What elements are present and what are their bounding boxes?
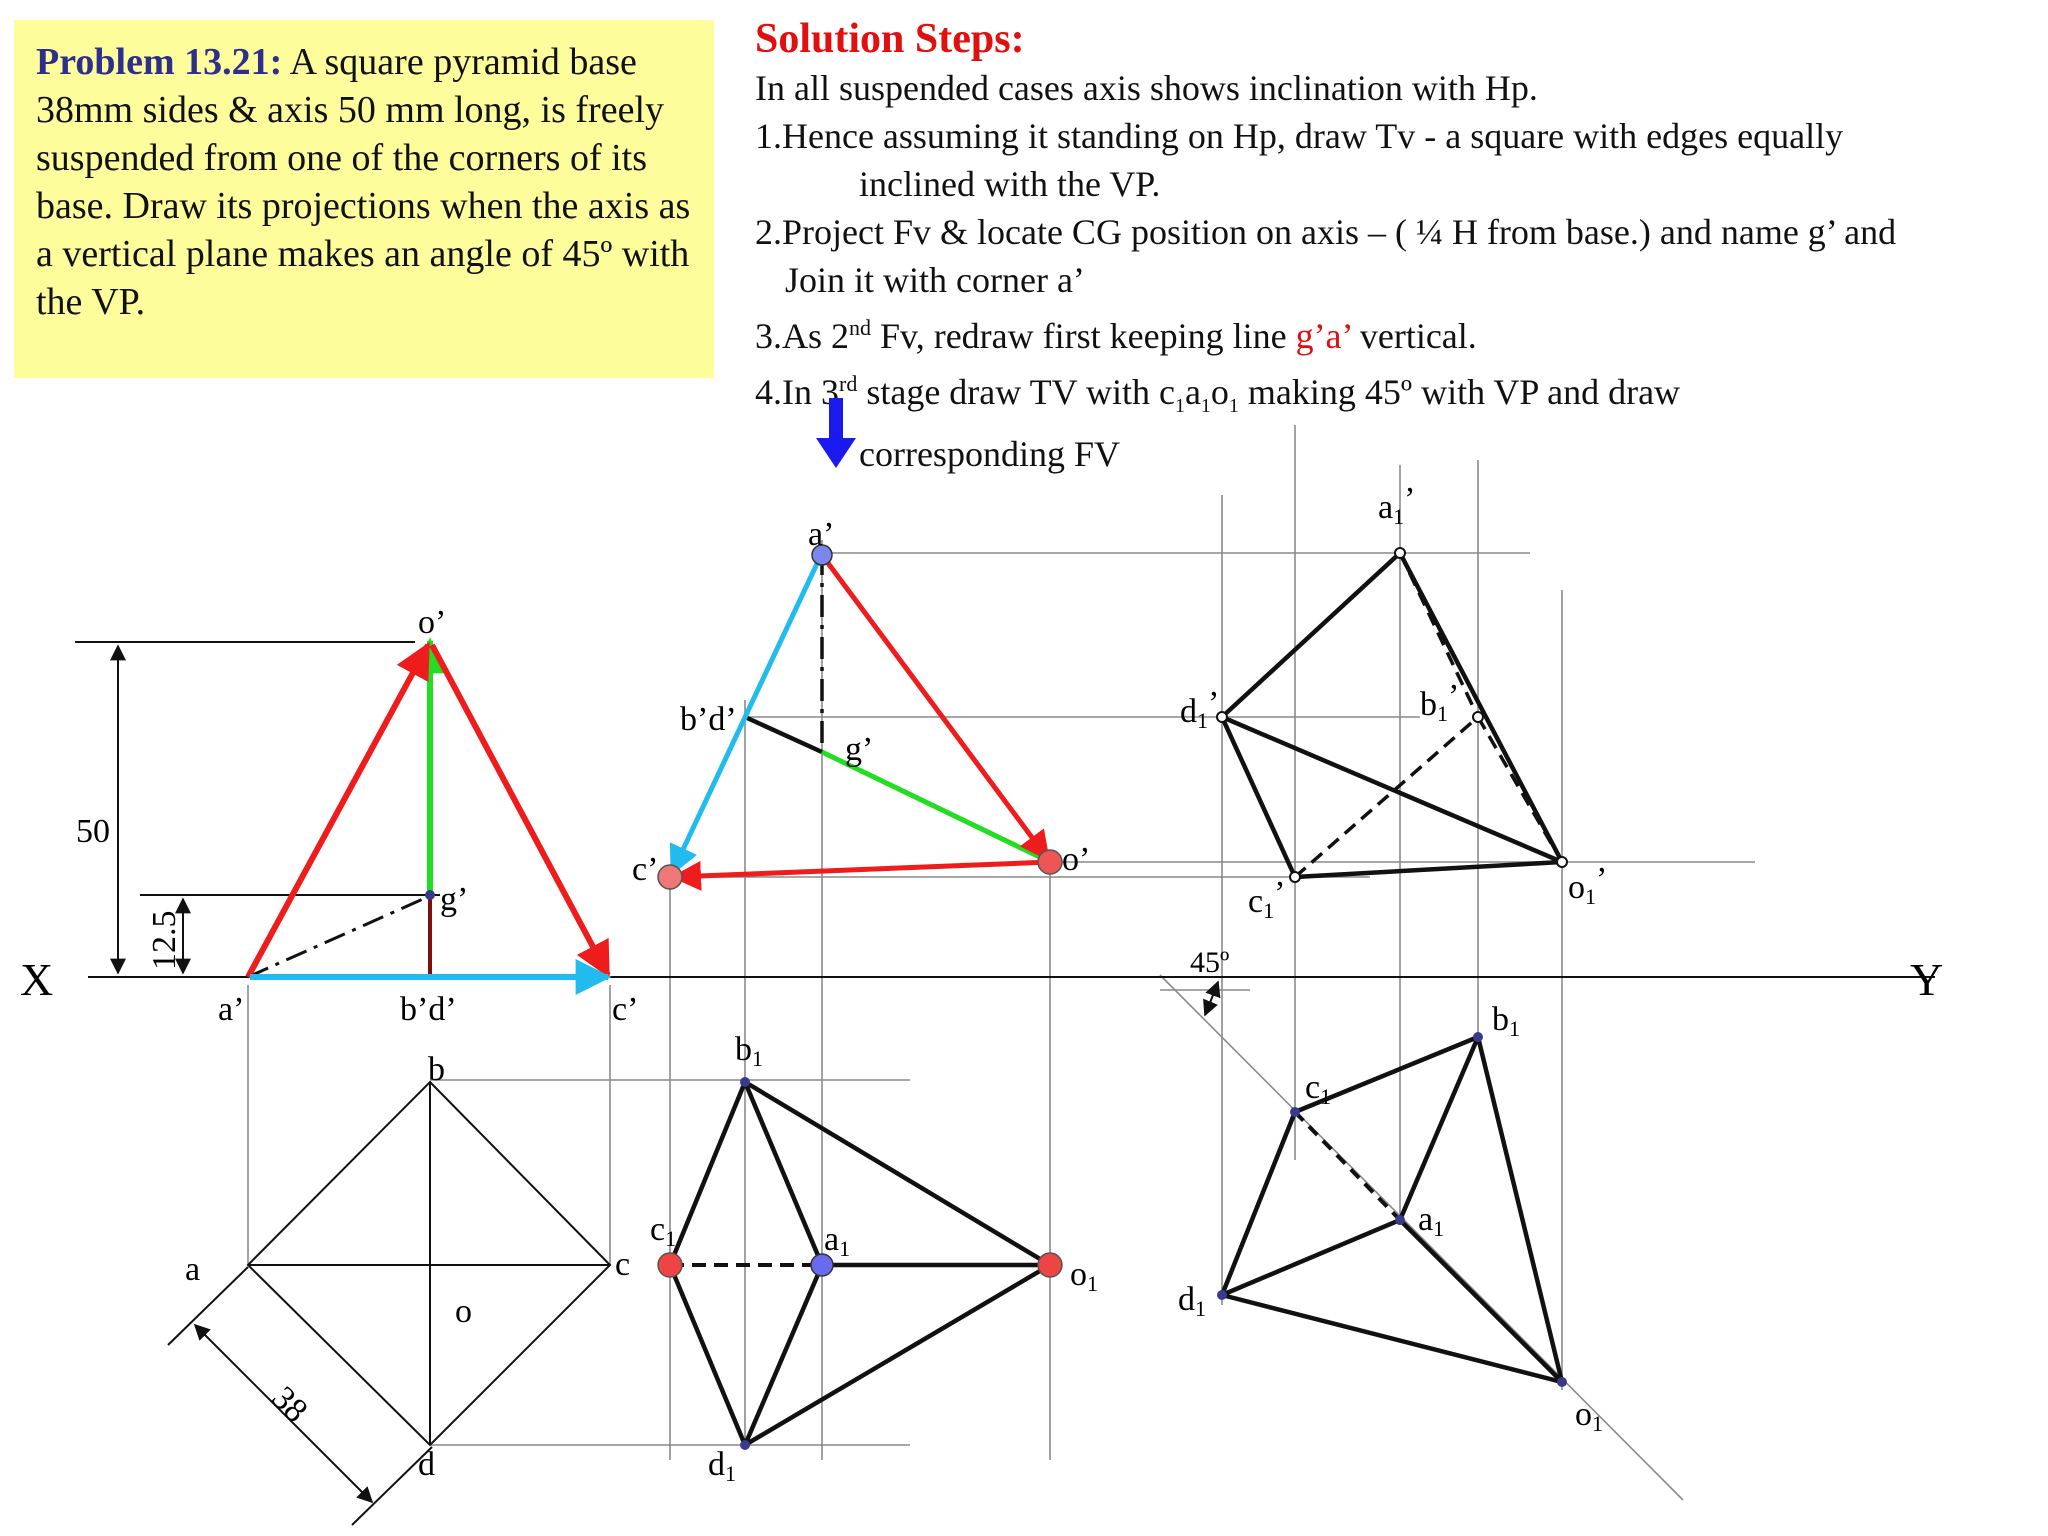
angle-45-arc [1205,982,1218,1015]
front-view-3 [1217,548,1567,882]
fv1-o-label: o’ [418,604,447,641]
fv1-c-label: c’ [612,991,639,1028]
fv2-g-label: g’ [845,731,874,768]
fv1-a-label: a’ [218,991,245,1028]
tv1-c-label: c [615,1246,631,1283]
step-2-line-2: Join it with corner a’ [785,260,1085,300]
fv3-a1-label: a1’ [1378,481,1416,529]
fv1-g-label: g’ [440,881,469,918]
dim-38-label: 38 [264,1379,315,1430]
solution-intro: In all suspended cases axis shows inclination with Hp. [755,68,1538,108]
tv1-a-label: a [185,1251,201,1288]
tv3-d1-label: d1 [1178,1281,1206,1321]
step-1-line-1: 1.Hence assuming it standing on Hp, draw Tv - a square with edges equally [755,116,1844,156]
tv1-b-label: b [428,1051,445,1088]
tv2-o1-label: o1 [1070,1256,1098,1296]
fv3-d1-label: d1’ [1180,685,1220,733]
dim-50-label: 50 [76,813,110,850]
x-label: X [20,954,54,1005]
dim-12-5-label: 12.5 [146,910,183,970]
fv3-b1-label: b1’ [1420,678,1460,726]
tv1-d-label: d [418,1446,435,1483]
fv2-o-label: o’ [1062,841,1091,878]
top-view-1 [168,1082,610,1525]
y-label: Y [1910,954,1944,1005]
fv1-bd-label: b’d’ [400,991,457,1028]
step-3-highlight: g’a’ [1295,316,1351,356]
step-3: 3.As 2nd Fv, redraw first keeping line g’a’ vertical. [755,315,1477,356]
tv3-o1-label: o1 [1575,1396,1603,1436]
step-4-line-2: corresponding FV [859,434,1120,475]
angle-45-label: 45º [1190,946,1230,979]
tv3-b1-label: b1 [1492,1001,1520,1041]
fv3-c1-label: c1’ [1248,875,1286,923]
step-1-line-2: inclined with the VP. [859,164,1161,204]
fv2-c-label: c’ [632,851,659,888]
projector-lines [248,425,1755,1500]
tv2-c1-label: c1 [650,1211,677,1251]
tv2-b1-label: b1 [735,1031,763,1071]
problem-text: A square pyramid base 38mm sides & axis 50 mm long, is freely suspended from one of the corners of its base. Draw its projections when the axis as a vertical plane makes an angle of 45º with the VP. [36,41,691,323]
arrow-down-icon [816,438,856,468]
problem-label: Problem 13.21: [36,41,283,83]
tv1-o-label: o [455,1293,472,1330]
fv2-a-label: a’ [808,516,835,553]
tv2-a1-label: a1 [824,1221,851,1261]
tv2-d1-label: d1 [708,1446,736,1486]
front-view-1 [248,641,608,977]
tv3-a1-label: a1 [1418,1201,1445,1241]
solution-heading: Solution Steps: [755,16,1025,62]
top-view-2 [658,1077,1062,1450]
dimension-50 [75,642,440,973]
fv3-o1-label: o1’ [1568,861,1608,909]
tv3-c1-label: c1 [1305,1069,1332,1109]
step-4-line-1: 4.In 3rd stage draw TV with $c_1a_1o_1$ making 45º with VP and draw [755,371,1681,418]
step-2-line-1: 2.Project Fv & locate CG position on axis – ( ¼ H from base.) and name g’ and [755,212,1897,252]
fv2-bd-label: b’d’ [680,701,737,738]
